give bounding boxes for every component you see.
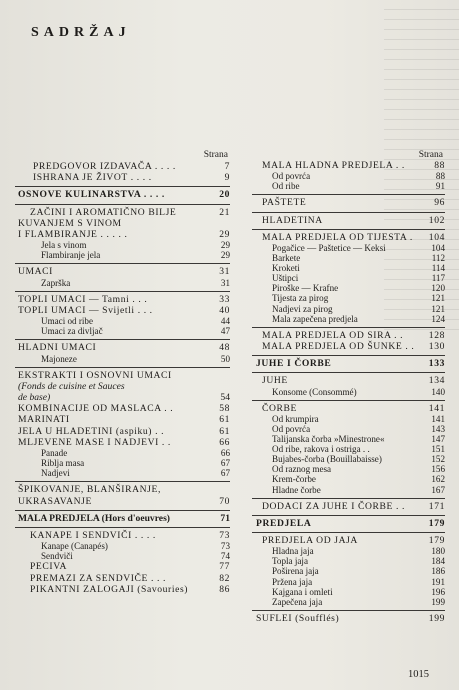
entry-title: KUVANJEM S VINOM xyxy=(18,217,122,229)
toc-entry xyxy=(252,330,445,341)
section-rule xyxy=(252,515,445,516)
entry-title: Uštipci xyxy=(272,273,299,284)
entry-page-number: 151 xyxy=(431,444,445,455)
entry-page-number: 82 xyxy=(219,572,230,584)
entry-page-number: 73 xyxy=(220,541,230,552)
toc-entry xyxy=(252,215,445,226)
toc-entry xyxy=(252,387,445,397)
strana-label-left: Strana xyxy=(203,150,228,160)
entry-title: Pržena jaja xyxy=(272,576,313,587)
toc-entry xyxy=(15,342,230,353)
section-rule xyxy=(15,204,230,205)
toc-entry xyxy=(252,341,445,352)
section-rule xyxy=(252,194,445,195)
entry-title: MLJEVENE MASE I NADJEVI . . xyxy=(18,436,171,448)
entry-title: ISHRANA JE ŽIVOT . . . . xyxy=(33,172,152,184)
toc-entry xyxy=(252,273,445,283)
toc-entry xyxy=(252,566,445,576)
toc-entry xyxy=(15,496,230,507)
entry-page-number: 120 xyxy=(431,283,445,294)
entry-page-number: 29 xyxy=(220,250,230,261)
entry-title: Bujabes-čorba (Bouillabaisse) xyxy=(272,454,382,465)
entry-title: JUHE I ČORBE xyxy=(256,358,332,370)
toc-entry xyxy=(15,530,230,541)
toc-entry xyxy=(15,414,230,425)
entry-title: HLADNI UMACI xyxy=(18,342,97,354)
entry-title: JUHE xyxy=(262,375,288,387)
entry-title: SUFLEI (Soufflés) xyxy=(256,612,340,624)
entry-title: Topla jaja xyxy=(272,556,308,567)
entry-page-number: 96 xyxy=(434,197,445,209)
entry-title: OSNOVE KULINARSTVA . . . . xyxy=(18,189,165,201)
entry-title: MALA PREDJELA OD SIRA . . xyxy=(262,329,404,341)
entry-title: Od raznog mesa xyxy=(272,464,332,475)
toc-entry xyxy=(15,370,230,381)
section-rule xyxy=(252,212,445,213)
page-number: 1015 xyxy=(408,669,429,680)
entry-title: de base) xyxy=(18,392,51,403)
entry-title: ČORBE xyxy=(262,402,297,414)
entry-page-number: 20 xyxy=(219,189,230,201)
entry-title: PIKANTNI ZALOGAJI (Savouries) xyxy=(30,583,189,595)
toc-entry xyxy=(15,294,230,305)
toc-left-column xyxy=(15,150,230,595)
entry-page-number: 88 xyxy=(435,171,445,182)
toc-entry xyxy=(15,458,230,468)
section-rule xyxy=(252,229,445,230)
toc-entry xyxy=(15,278,230,288)
toc-entry xyxy=(252,424,445,434)
entry-page-number: 74 xyxy=(220,551,230,562)
entry-page-number: 121 xyxy=(431,303,445,314)
entry-title: ŠPIKOVANJE, BLANŠIRANJE, xyxy=(18,484,161,496)
entry-title: Umaci za divljač xyxy=(41,326,103,337)
toc-entry xyxy=(15,354,230,364)
toc-entry xyxy=(252,375,445,386)
section-rule xyxy=(15,510,230,511)
entry-title: TOPLI UMACI — Svijetli . . . xyxy=(18,304,153,316)
toc-entry xyxy=(15,403,230,414)
entry-title: Hladna jaja xyxy=(272,546,314,557)
entry-page-number: 141 xyxy=(428,402,445,414)
toc-entry xyxy=(15,316,230,326)
entry-title: Krem-čorbe xyxy=(272,474,316,485)
entry-title: Zaprška xyxy=(41,277,71,288)
entry-page-number: 171 xyxy=(428,500,445,512)
entry-title: Od krumpira xyxy=(272,413,319,424)
toc-entry xyxy=(15,250,230,260)
section-rule xyxy=(15,291,230,292)
entry-title: Od ribe, rakova i ostriga . . xyxy=(272,444,370,455)
entry-page-number: 179 xyxy=(428,535,445,547)
entry-title: DODACI ZA JUHE I ČORBE . . xyxy=(262,500,405,512)
toc-entry xyxy=(15,266,230,277)
entry-title: Sendviči xyxy=(41,551,73,562)
entry-page-number: 104 xyxy=(428,231,445,243)
entry-page-number: 50 xyxy=(220,353,230,364)
toc-entry xyxy=(252,474,445,484)
entry-title: JELA U HLADETINI (aspiku) . . xyxy=(18,425,165,437)
toc-entry xyxy=(252,444,445,454)
entry-page-number: 199 xyxy=(428,612,445,624)
entry-page-number: 73 xyxy=(219,529,230,541)
strana-label-right: Strana xyxy=(418,150,443,160)
section-rule xyxy=(252,498,445,499)
entry-title: Piroške — Krafne xyxy=(272,283,339,294)
section-rule xyxy=(15,481,230,482)
toc-entry xyxy=(252,546,445,556)
section-rule xyxy=(15,367,230,368)
entry-title: PREDJELA OD JAJA xyxy=(262,535,358,547)
entry-title: Pogačice — Paštetice — Keksi xyxy=(272,243,386,253)
toc-entry xyxy=(252,464,445,474)
toc-entry xyxy=(15,551,230,561)
toc-entry xyxy=(252,577,445,587)
toc-entry xyxy=(252,597,445,607)
entry-page-number: 21 xyxy=(219,206,230,218)
entry-page-number: 191 xyxy=(431,576,445,587)
section-rule xyxy=(15,263,230,264)
entry-page-number: 147 xyxy=(431,434,445,445)
entry-page-number: 162 xyxy=(431,474,445,485)
toc-entry xyxy=(15,305,230,316)
toc-entry xyxy=(252,485,445,495)
entry-title: PREDGOVOR IZDAVAČA . . . . xyxy=(33,161,176,172)
entry-title: Jela s vinom xyxy=(41,240,87,251)
toc-entry xyxy=(15,207,230,218)
section-rule xyxy=(252,327,445,328)
entry-title: MALA PREDJELA (Hors d'oeuvres) xyxy=(18,512,170,524)
entry-page-number: 47 xyxy=(220,326,230,337)
toc-entry xyxy=(252,403,445,414)
section-rule xyxy=(252,372,445,373)
entry-title: Barkete xyxy=(272,253,301,264)
entry-title: Kroketi xyxy=(272,263,300,274)
toc-entry xyxy=(252,232,445,243)
toc-entry xyxy=(15,392,230,403)
entry-page-number: 66 xyxy=(220,448,230,459)
toc-entry xyxy=(252,518,445,529)
toc-entry xyxy=(252,613,445,624)
entry-page-number: 186 xyxy=(431,566,445,577)
entry-page-number: 70 xyxy=(219,495,230,507)
entry-page-number: 91 xyxy=(435,181,445,192)
entry-page-number: 54 xyxy=(220,392,230,403)
entry-page-number: 86 xyxy=(219,583,230,595)
entry-title: PECIVA xyxy=(30,561,68,573)
toc-entry xyxy=(252,454,445,464)
entry-title: Nadjevi xyxy=(41,468,70,479)
section-rule xyxy=(252,610,445,611)
toc-entry xyxy=(252,171,445,181)
entry-page-number: 133 xyxy=(428,358,445,370)
toc-entry xyxy=(15,172,230,183)
toc-entry xyxy=(252,160,445,171)
toc-entry xyxy=(15,561,230,572)
toc-entry xyxy=(15,584,230,595)
entry-page-number: 67 xyxy=(220,468,230,479)
entry-page-number: 143 xyxy=(431,423,445,434)
toc-entry xyxy=(15,426,230,437)
toc-entry xyxy=(15,218,230,229)
entry-title: Flambiranje jela xyxy=(41,250,101,261)
entry-page-number: 121 xyxy=(431,293,445,304)
entry-page-number: 77 xyxy=(219,561,230,573)
entry-page-number: 67 xyxy=(220,458,230,469)
toc-entries-left xyxy=(15,161,230,595)
entry-page-number: 184 xyxy=(431,556,445,567)
entry-title: UMACI xyxy=(18,266,53,278)
section-rule xyxy=(15,186,230,187)
entry-page-number: 112 xyxy=(431,253,445,264)
entry-title: KANAPE I SENDVIČI . . . . xyxy=(30,529,156,541)
entry-page-number: 9 xyxy=(224,172,230,184)
toc-entry xyxy=(252,358,445,369)
entry-title: I FLAMBIRANJE . . . . . xyxy=(18,229,128,241)
toc-entry xyxy=(252,535,445,546)
entry-page-number: 61 xyxy=(219,425,230,437)
entry-page-number: 66 xyxy=(219,436,230,448)
toc-entry xyxy=(252,501,445,512)
toc-entry xyxy=(252,197,445,208)
entry-page-number: 48 xyxy=(219,342,230,354)
entry-page-number: 31 xyxy=(220,277,230,288)
entry-title: ZAČINI I AROMATIČNO BILJE xyxy=(30,206,177,218)
entry-title: Kajgana i omleti xyxy=(272,586,333,597)
entry-page-number: 88 xyxy=(434,160,445,171)
page-title: SADRŽAJ xyxy=(31,25,131,40)
toc-entry xyxy=(252,181,445,191)
toc-entry xyxy=(252,434,445,444)
entry-page-number: 31 xyxy=(219,266,230,278)
entry-page-number: 71 xyxy=(220,512,230,524)
toc-entry xyxy=(252,243,445,253)
entry-title: Majoneze xyxy=(41,353,77,364)
entry-page-number: 7 xyxy=(224,161,230,172)
entry-page-number: 104 xyxy=(431,243,445,253)
toc-entry xyxy=(252,314,445,324)
entry-page-number: 196 xyxy=(431,586,445,597)
entry-title: UKRASAVANJE xyxy=(18,495,92,507)
toc-entry xyxy=(15,541,230,551)
entry-title: HLADETINA xyxy=(262,214,323,226)
entry-title: Panade xyxy=(41,448,68,459)
toc-entry xyxy=(15,240,230,250)
toc-entry xyxy=(15,437,230,448)
toc-entry xyxy=(15,161,230,172)
toc-entries-right xyxy=(252,160,445,624)
entry-title: Od povrća xyxy=(272,423,311,434)
entry-title: Mala zapečena predjela xyxy=(272,313,358,324)
entry-title: PREDJELA xyxy=(256,517,312,529)
entry-page-number: 117 xyxy=(431,273,445,284)
section-rule xyxy=(252,400,445,401)
entry-page-number: 58 xyxy=(219,403,230,415)
section-rule xyxy=(252,355,445,356)
entry-page-number: 40 xyxy=(219,304,230,316)
entry-title: Umaci od ribe xyxy=(41,316,94,327)
toc-entry xyxy=(252,283,445,293)
toc-entry xyxy=(252,253,445,263)
entry-page-number: 114 xyxy=(431,263,445,274)
entry-title: Konsome (Consommé) xyxy=(272,386,357,397)
entry-title: MALA PREDJELA OD ŠUNKE . . xyxy=(262,340,415,352)
toc-entry xyxy=(252,556,445,566)
toc-entry xyxy=(252,304,445,314)
entry-title: Poširena jaja xyxy=(272,566,319,577)
entry-title: Tijesta za pirog xyxy=(272,293,329,304)
entry-page-number: 61 xyxy=(219,414,230,426)
toc-entry xyxy=(252,414,445,424)
section-rule xyxy=(15,527,230,528)
entry-title: (Fonds de cuisine et Sauces xyxy=(18,380,125,392)
entry-title: MALA PREDJELA OD TIJESTA . xyxy=(262,231,413,243)
toc-entry xyxy=(15,189,230,200)
toc-entry xyxy=(15,326,230,336)
toc-entry xyxy=(15,573,230,584)
entry-title: Zapečena jaja xyxy=(272,596,323,607)
toc-right-column xyxy=(252,150,445,624)
entry-title: Kanape (Canapés) xyxy=(41,541,108,552)
entry-page-number: 124 xyxy=(431,313,445,324)
entry-page-number: 156 xyxy=(431,464,445,475)
entry-title: PAŠTETE xyxy=(262,197,307,209)
entry-title: Hladne čorbe xyxy=(272,484,321,495)
toc-entry xyxy=(15,381,230,392)
entry-page-number: 141 xyxy=(431,413,445,424)
entry-page-number: 102 xyxy=(428,214,445,226)
toc-entry xyxy=(15,513,230,524)
entry-page-number: 29 xyxy=(219,229,230,241)
toc-entry xyxy=(15,468,230,478)
toc-entry xyxy=(252,293,445,303)
entry-title: KOMBINACIJE OD MASLACA . . xyxy=(18,403,174,415)
entry-title: Talijanska čorba »Minestrone« xyxy=(272,434,385,445)
entry-page-number: 179 xyxy=(428,517,445,529)
entry-title: Nadjevi za pirog xyxy=(272,303,333,314)
toc-entry xyxy=(15,484,230,495)
toc-entry xyxy=(252,587,445,597)
toc-entry xyxy=(15,448,230,458)
entry-title: MARINATI xyxy=(18,414,70,426)
entry-page-number: 29 xyxy=(220,240,230,251)
entry-page-number: 44 xyxy=(220,316,230,327)
entry-title: Riblja masa xyxy=(41,458,85,469)
entry-page-number: 152 xyxy=(431,454,445,465)
entry-page-number: 134 xyxy=(428,375,445,387)
toc-entry xyxy=(15,229,230,240)
entry-page-number: 140 xyxy=(431,386,445,397)
entry-page-number: 199 xyxy=(431,596,445,607)
entry-title: PREMAZI ZA SENDVIČE . . . xyxy=(30,572,166,584)
entry-title: Od povrća xyxy=(272,171,311,182)
section-rule xyxy=(252,532,445,533)
entry-title: Od ribe xyxy=(272,181,300,192)
entry-page-number: 128 xyxy=(428,329,445,341)
entry-title: MALA HLADNA PREDJELA . . xyxy=(262,160,405,171)
entry-page-number: 167 xyxy=(431,484,445,495)
entry-title: EKSTRAKTI I OSNOVNI UMACI xyxy=(18,369,172,381)
entry-page-number: 130 xyxy=(428,340,445,352)
entry-page-number: 180 xyxy=(431,546,445,557)
toc-entry xyxy=(252,263,445,273)
entry-title: TOPLI UMACI — Tamni . . . xyxy=(18,293,148,305)
entry-page-number: 33 xyxy=(219,293,230,305)
section-rule xyxy=(15,339,230,340)
